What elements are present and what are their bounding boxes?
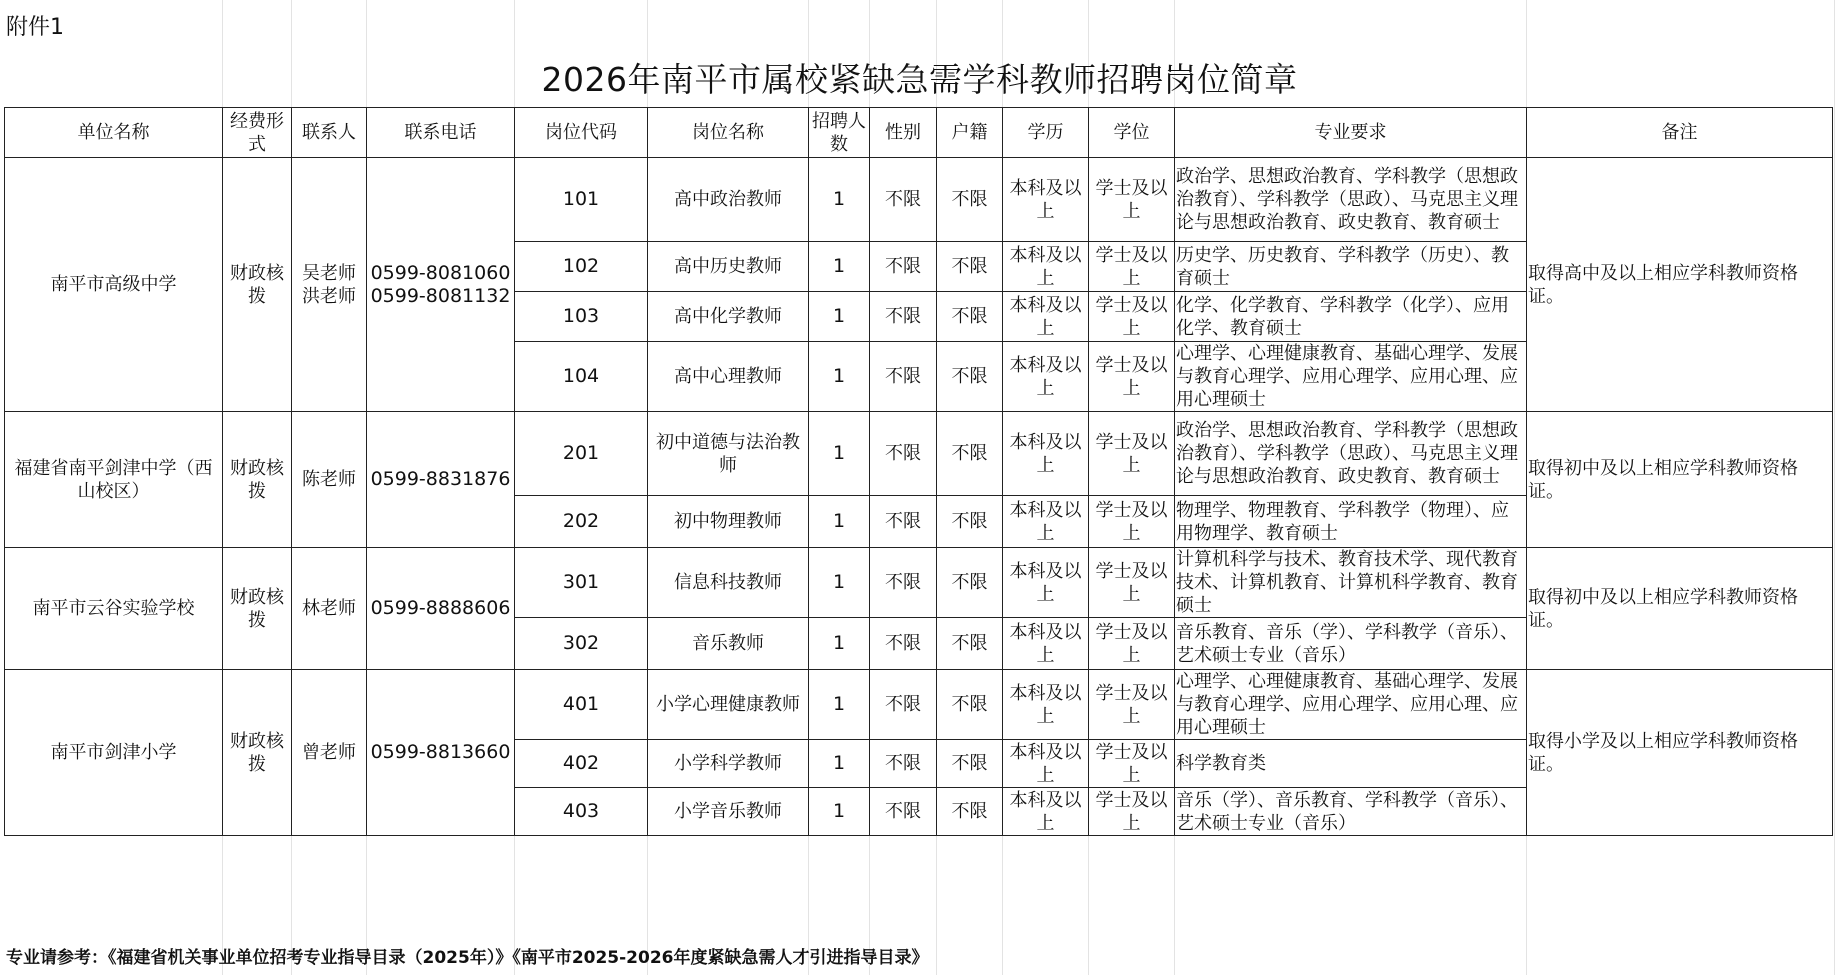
recruitment-table (4, 107, 1833, 836)
recruit-count-cell: 1 (809, 158, 870, 242)
remark-cell: 取得初中及以上相应学科教师资格证。 (1527, 548, 1833, 670)
gender-cell: 不限 (870, 342, 937, 412)
position-title-cell: 初中道德与法治教师 (648, 412, 809, 496)
funding-cell: 财政核拨 (223, 548, 292, 670)
gender-cell: 不限 (870, 292, 937, 342)
gender-cell: 不限 (870, 670, 937, 740)
position-code-cell: 402 (515, 740, 648, 788)
table-row (5, 670, 1833, 740)
education-cell: 本科及以上 (1003, 242, 1089, 292)
remark-cell: 取得高中及以上相应学科教师资格证。 (1527, 158, 1833, 412)
degree-cell: 学士及以上 (1089, 342, 1175, 412)
column-header: 学历 (1003, 108, 1089, 158)
phone-cell: 0599-8081060 0599-8081132 (367, 158, 515, 412)
position-code-cell: 103 (515, 292, 648, 342)
remark-cell: 取得小学及以上相应学科教师资格证。 (1527, 670, 1833, 836)
hukou-cell: 不限 (937, 242, 1003, 292)
column-header: 招聘人数 (809, 108, 870, 158)
funding-cell: 财政核拨 (223, 670, 292, 836)
table-row (5, 412, 1833, 496)
unit-name-cell: 南平市云谷实验学校 (5, 548, 223, 670)
column-header: 户籍 (937, 108, 1003, 158)
education-cell: 本科及以上 (1003, 342, 1089, 412)
position-title-cell: 初中物理教师 (648, 496, 809, 548)
recruit-count-cell: 1 (809, 548, 870, 618)
hukou-cell: 不限 (937, 618, 1003, 670)
major-requirement-cell: 心理学、心理健康教育、基础心理学、发展与教育心理学、应用心理学、应用心理、应用心理硕士 (1175, 670, 1527, 740)
column-header: 岗位名称 (648, 108, 809, 158)
phone-cell: 0599-8888606 (367, 548, 515, 670)
hukou-cell: 不限 (937, 342, 1003, 412)
page-title: 2026年南平市属校紧缺急需学科教师招聘岗位简章 (541, 60, 1298, 99)
phone-cell: 0599-8813660 (367, 670, 515, 836)
recruit-count-cell: 1 (809, 740, 870, 788)
table-body (5, 108, 1833, 836)
position-code-cell: 403 (515, 788, 648, 836)
major-requirement-cell: 科学教育类 (1175, 740, 1527, 788)
position-code-cell: 102 (515, 242, 648, 292)
hukou-cell: 不限 (937, 740, 1003, 788)
education-cell: 本科及以上 (1003, 618, 1089, 670)
contact-cell: 陈老师 (292, 412, 367, 548)
position-code-cell: 101 (515, 158, 648, 242)
degree-cell: 学士及以上 (1089, 242, 1175, 292)
recruit-count-cell: 1 (809, 788, 870, 836)
gender-cell: 不限 (870, 496, 937, 548)
position-code-cell: 104 (515, 342, 648, 412)
hukou-cell: 不限 (937, 788, 1003, 836)
degree-cell: 学士及以上 (1089, 158, 1175, 242)
recruit-count-cell: 1 (809, 342, 870, 412)
recruit-count-cell: 1 (809, 412, 870, 496)
column-header: 备注 (1527, 108, 1833, 158)
major-requirement-cell: 心理学、心理健康教育、基础心理学、发展与教育心理学、应用心理学、应用心理、应用心理硕士 (1175, 342, 1527, 412)
hukou-cell: 不限 (937, 158, 1003, 242)
table-row (5, 548, 1833, 618)
degree-cell: 学士及以上 (1089, 788, 1175, 836)
major-requirement-cell: 政治学、思想政治教育、学科教学（思想政治教育）、学科教学（思政）、马克思主义理论与思想政治教育、政史教育、教育硕士 (1175, 158, 1527, 242)
position-code-cell: 401 (515, 670, 648, 740)
remark-cell: 取得初中及以上相应学科教师资格证。 (1527, 412, 1833, 548)
table-row (5, 158, 1833, 242)
attachment-label: 附件1 (6, 15, 64, 40)
column-header: 专业要求 (1175, 108, 1527, 158)
degree-cell: 学士及以上 (1089, 412, 1175, 496)
column-header: 联系电话 (367, 108, 515, 158)
position-title-cell: 高中化学教师 (648, 292, 809, 342)
unit-name-cell: 福建省南平剑津中学（西山校区） (5, 412, 223, 548)
column-header: 单位名称 (5, 108, 223, 158)
position-title-cell: 高中政治教师 (648, 158, 809, 242)
position-title-cell: 音乐教师 (648, 618, 809, 670)
education-cell: 本科及以上 (1003, 548, 1089, 618)
education-cell: 本科及以上 (1003, 740, 1089, 788)
degree-cell: 学士及以上 (1089, 548, 1175, 618)
unit-name-cell: 南平市高级中学 (5, 158, 223, 412)
major-requirement-cell: 政治学、思想政治教育、学科教学（思想政治教育）、学科教学（思政）、马克思主义理论与思想政治教育、政史教育、教育硕士 (1175, 412, 1527, 496)
gender-cell: 不限 (870, 740, 937, 788)
footer-reference-note: 专业请参考：《福建省机关事业单位招考专业指导目录（2025年）》《南平市2025-2026年度紧缺急需人才引进指导目录》 (6, 948, 929, 968)
degree-cell: 学士及以上 (1089, 670, 1175, 740)
major-requirement-cell: 物理学、物理教育、学科教学（物理）、应用物理学、教育硕士 (1175, 496, 1527, 548)
education-cell: 本科及以上 (1003, 412, 1089, 496)
recruit-count-cell: 1 (809, 242, 870, 292)
funding-cell: 财政核拨 (223, 412, 292, 548)
degree-cell: 学士及以上 (1089, 740, 1175, 788)
gender-cell: 不限 (870, 158, 937, 242)
gender-cell: 不限 (870, 788, 937, 836)
hukou-cell: 不限 (937, 496, 1003, 548)
column-header: 学位 (1089, 108, 1175, 158)
education-cell: 本科及以上 (1003, 496, 1089, 548)
degree-cell: 学士及以上 (1089, 292, 1175, 342)
position-title-cell: 小学心理健康教师 (648, 670, 809, 740)
recruit-count-cell: 1 (809, 670, 870, 740)
contact-cell: 林老师 (292, 548, 367, 670)
education-cell: 本科及以上 (1003, 788, 1089, 836)
degree-cell: 学士及以上 (1089, 618, 1175, 670)
major-requirement-cell: 化学、化学教育、学科教学（化学）、应用化学、教育硕士 (1175, 292, 1527, 342)
gender-cell: 不限 (870, 548, 937, 618)
position-code-cell: 202 (515, 496, 648, 548)
position-title-cell: 高中历史教师 (648, 242, 809, 292)
recruit-count-cell: 1 (809, 618, 870, 670)
contact-cell: 吴老师 洪老师 (292, 158, 367, 412)
major-requirement-cell: 音乐（学）、音乐教育、学科教学（音乐）、艺术硕士专业（音乐） (1175, 788, 1527, 836)
major-requirement-cell: 计算机科学与技术、教育技术学、现代教育技术、计算机教育、计算机科学教育、教育硕士 (1175, 548, 1527, 618)
unit-name-cell: 南平市剑津小学 (5, 670, 223, 836)
column-header: 经费形式 (223, 108, 292, 158)
column-header: 联系人 (292, 108, 367, 158)
position-title-cell: 信息科技教师 (648, 548, 809, 618)
contact-cell: 曾老师 (292, 670, 367, 836)
position-title-cell: 小学音乐教师 (648, 788, 809, 836)
phone-cell: 0599-8831876 (367, 412, 515, 548)
education-cell: 本科及以上 (1003, 158, 1089, 242)
gender-cell: 不限 (870, 412, 937, 496)
education-cell: 本科及以上 (1003, 670, 1089, 740)
position-code-cell: 201 (515, 412, 648, 496)
recruit-count-cell: 1 (809, 496, 870, 548)
hukou-cell: 不限 (937, 670, 1003, 740)
hukou-cell: 不限 (937, 548, 1003, 618)
gender-cell: 不限 (870, 242, 937, 292)
major-requirement-cell: 音乐教育、音乐（学）、学科教学（音乐）、艺术硕士专业（音乐） (1175, 618, 1527, 670)
position-code-cell: 302 (515, 618, 648, 670)
column-header: 性别 (870, 108, 937, 158)
degree-cell: 学士及以上 (1089, 496, 1175, 548)
hukou-cell: 不限 (937, 412, 1003, 496)
table-header-row (5, 108, 1833, 158)
funding-cell: 财政核拨 (223, 158, 292, 412)
column-header: 岗位代码 (515, 108, 648, 158)
gender-cell: 不限 (870, 618, 937, 670)
position-title-cell: 小学科学教师 (648, 740, 809, 788)
position-title-cell: 高中心理教师 (648, 342, 809, 412)
major-requirement-cell: 历史学、历史教育、学科教学（历史）、教育硕士 (1175, 242, 1527, 292)
position-code-cell: 301 (515, 548, 648, 618)
education-cell: 本科及以上 (1003, 292, 1089, 342)
recruit-count-cell: 1 (809, 292, 870, 342)
hukou-cell: 不限 (937, 292, 1003, 342)
gridline (1834, 0, 1835, 975)
